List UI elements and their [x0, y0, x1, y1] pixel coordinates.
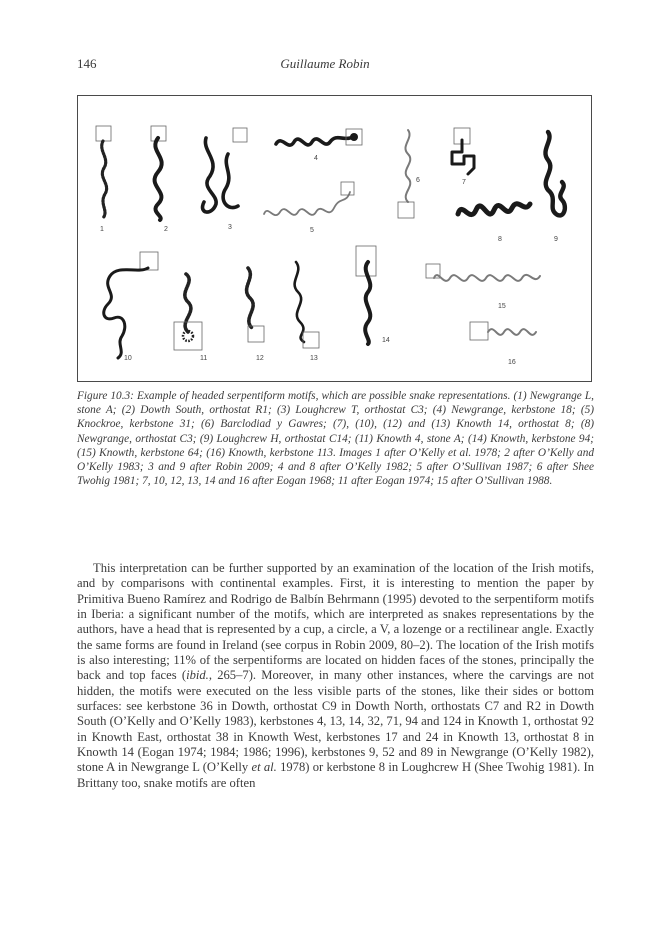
- motif-label-13: 13: [310, 355, 318, 362]
- motif-3-head-box: [233, 128, 247, 142]
- motif-label-9: 9: [554, 236, 558, 243]
- motif-2-snake: [155, 138, 162, 220]
- figure-caption: Figure 10.3: Example of headed serpentiform motifs, which are possible snake representations. (1) Newgrange L, stone A; (2) Dowth South, orthostat R1; (3) Loughcrew T, orthostat C3; (4) Newgrange, kerbstone 18; (5) Knockroe, kerbstone 31; (6) Barclodiad y Gawres; (7), (10), (12) and (13) Knowth 14, orthostat 8; (8) Newgrange, orthostat C3; (9) Loughcrew H, orthostat C14; (11) Knowth 4, stone A; (14) Knowth, kerbstone 94; (15) Knowth, kerbstone 64; (16) Knowth, kerbstone 113. Images 1 after O’Kelly et al. 1978; 2 after O’Kelly and O’Kelly 1983; 3 and 9 after Robin 2009; 4 and 8 after O’Kelly 1982; 5 after O’Sullivan 1987; 6 after Shee Twohig 1981; 7, 10, 12, 13, 14 and 16 after Eogan 1968; 11 after Eogan 1974; 15 after O’Sullivan 1988.: [77, 390, 594, 488]
- motif-15-snake: [434, 275, 540, 281]
- motif-7-snake: [452, 140, 474, 174]
- motif-label-3: 3: [228, 224, 232, 231]
- motif-label-7: 7: [462, 179, 466, 186]
- motif-4-snake: [276, 138, 350, 145]
- motif-16-snake: [488, 329, 536, 335]
- motif-14-snake: [365, 262, 370, 344]
- page-number: 146: [77, 56, 97, 71]
- motif-13-snake: [295, 262, 304, 342]
- motif-label-8: 8: [498, 236, 502, 243]
- motif-4-head: [350, 133, 358, 141]
- body-paragraph: This interpretation can be further supported by an examination of the location of the Irish motifs, and by comparisons with continental examples. First, it is interesting to mention the paper by Primitiva Bueno Ramírez and Rodrigo de Balbín Behrmann (1995) devoted to the serpentiform motifs in Iberia: a significant number of the motifs, which are interpreted as snakes representations by the authors, have a head that is represented by a cup, a circle, a V, a lozenge or a rectilinear angle. Exactly the same forms are found in Ireland (see corpus in Robin 2009, 80–2). The location of the Irish motifs is also interesting; 11% of the serpentiforms are located on hidden faces of the stones, principally the back and top faces (ibid., 265–7). Moreover, in many other instances, where the carvings are not hidden, the motifs were executed on the less visible parts of the stones, like their sides or bottom surfaces: see kerbstone 36 in Dowth, orthostat C9 in Dowth North, orthostats C7 and R2 in Dowth South (O’Kelly and O’Kelly 1983), kerbstones 4, 13, 14, 32, 71, 94 and 124 in Knowth 1, orthostat 92 in Knowth East, orthostat 38 in Knowth West, kerbstones 17 and 24 in Knowth 13, orthostat 8 in Knowth 14 (Eogan 1974; 1984; 1986; 1996), kerbstones 9, 52 and 89 in Newgrange (O’Kelly 1982), stone A in Newgrange L (O’Kelly et al. 1978) or kerbstone 8 in Loughcrew H (Shee Twohig 1981). In Brittany too, snake motifs are often: [77, 561, 594, 790]
- motif-11-head-box: [174, 322, 202, 350]
- body-text: [77, 561, 594, 791]
- motif-11-snake: [185, 274, 191, 332]
- motif-label-14: 14: [382, 337, 390, 344]
- motif-13-head-box: [303, 332, 319, 348]
- figure-image: [77, 95, 592, 382]
- serpentiform-motifs-drawing: [78, 96, 593, 383]
- motif-12-snake: [247, 268, 254, 328]
- motif-label-11: 11: [200, 355, 208, 362]
- motif-label-10: 10: [124, 355, 132, 362]
- motif-1-head-box: [96, 126, 111, 141]
- motif-16-head-box: [470, 322, 488, 340]
- running-head: Guillaume Robin: [280, 56, 370, 71]
- motif-label-5: 5: [310, 227, 314, 234]
- motif-8-snake: [458, 204, 530, 215]
- motif-3-snake: [203, 138, 217, 212]
- motif-1-snake: [102, 141, 107, 218]
- motif-9-snake: [545, 132, 564, 215]
- motif-label-15: 15: [498, 303, 506, 310]
- motif-5-snake: [264, 192, 350, 215]
- motif-5-head-box: [341, 182, 354, 195]
- motif-label-2: 2: [164, 226, 168, 233]
- motif-10-snake: [104, 268, 148, 358]
- motif-label-6: 6: [416, 177, 420, 184]
- motif-6-snake: [405, 130, 410, 202]
- motif-label-4: 4: [314, 155, 318, 162]
- motif-3-tail: [223, 154, 238, 208]
- motif-6-head-box: [398, 202, 414, 218]
- motif-label-16: 16: [508, 359, 516, 366]
- motif-label-12: 12: [256, 355, 264, 362]
- motif-label-1: 1: [100, 226, 104, 233]
